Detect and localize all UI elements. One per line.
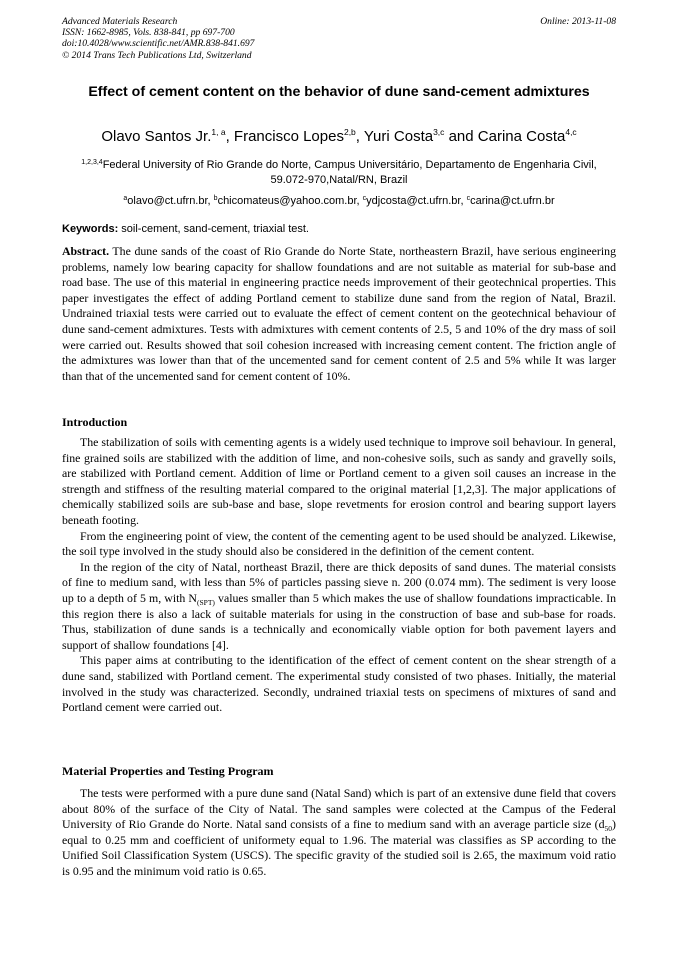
- abstract-text: The dune sands of the coast of Rio Grande do Norte State, northeastern Brazil, have serious engineering problems, namely low bearing capacity for shallow foundations and are not suitable as material for sub-base and road base. The use of this material in engineering practice needs improvement of their geotechnical properties. This paper investigates the effect of adding Portland cement to stabilize dune sand from the region of Natal, Brazil. Undrained triaxial tests were carried out to evaluate the effect of cement content on the geotechnical behaviour of dune sand-cement admixtures. Tests with admixtures with cement contents of 2.5, 5 and 10% of the dry mass of soil were carried out. Results showed that soil cohesion increased with increasing cement content. The friction angle of the admixtures was lower than that of the uncemented sand for cement content of 2.5 and 5% while It was larger than that of the uncemented sand for cement content of 10%.: [62, 244, 616, 383]
- email-link[interactable]: olavo@ct.ufrn.br,: [127, 195, 214, 207]
- introduction-heading: Introduction: [62, 415, 128, 429]
- keywords: [62, 222, 616, 236]
- materials-body: [62, 786, 616, 880]
- introduction-body: [62, 435, 616, 716]
- email-link[interactable]: carina@ct.ufrn.br: [470, 195, 555, 207]
- journal-doi: doi:10.4028/www.scientific.net/AMR.838-841.697: [62, 38, 255, 50]
- paragraph: In the region of the city of Natal, northeast Brazil, there are thick deposits of sand dunes. The material consists of fine to medium sand, with less than 5% of particles passing sieve n. 200 (0.074 mm). The sediment is very loose up to a depth of 5 m, with $N_{(SPT)}$ values smaller than 5 which makes the use of shallow foundations impracticable. In this region there is also a lack of suitable materials for using in the construction of base and sub-base for roads. Thus, stabilization of dune sands is a technically and economically viable option for both pavement layers and support of shallow foundations [4].: [62, 559, 616, 652]
- affiliation-text: Federal University of Rio Grande do Norte, Campus Universitário, Departamento de Engenharia Civil, 59.072-970,Natal/RN, Brazil: [102, 159, 597, 186]
- author-name: Yuri Costa: [363, 128, 434, 145]
- author-list: Olavo Santos Jr.$^{1, a}$, Francisco Lopes$^{2,b}$, Yuri Costa$^{3,c}$ and Carina Costa$^{4,c}$: [101, 127, 577, 145]
- journal-header: [62, 16, 616, 61]
- author-name: Olavo Santos Jr.: [101, 128, 212, 145]
- paragraph: This paper aims at contributing to the identification of the effect of cement content on the shear strength of a dune sand, stabilized with Portland cement. The experimental study consisted of two phases. Initially, the material involved in the study was characterized. Secondly, undrained triaxial tests on specimens of mixtures of sand and Portland cement were carried out.: [62, 653, 616, 715]
- paragraph: The stabilization of soils with cementing agents is a widely used technique to improve soil behaviour. In general, fine grained soils are stabilized with the addition of lime, and non-cohesive soils, such as sandy and gravelly soils, are stabilized with Portland cement. Addition of lime or Portland cement to a given soil causes an increase in the strength and stiffness of the resulting material compared to the original material [1,2,3]. The major applications of chemically stabilized soils are sub-base and base, slope revetments for erosion control and bearing support layers beneath footing.: [62, 435, 616, 527]
- journal-name: Advanced Materials Research: [62, 16, 178, 27]
- author-sup: 2,b: [343, 127, 356, 137]
- author-sup: 3,c: [433, 127, 445, 137]
- abstract: [62, 244, 616, 384]
- paragraph: From the engineering point of view, the content of the cementing agent to be used should be analyzed. Likewise, the soil type involved in the study should also be considered in the definition of the cement content.: [62, 528, 616, 559]
- author-emails: $^a$olavo@ct.ufrn.br, $^b$chicomateus@yahoo.com.br, $^c$ydjcosta@ct.ufrn.br, $^c$carina@ct.ufrn.br: [123, 195, 555, 207]
- journal-copyright: © 2014 Trans Tech Publications Ltd, Switzerland: [62, 49, 252, 61]
- affiliation-sup: 1,2,3,4: [81, 159, 103, 166]
- abstract-label: Abstract.: [62, 244, 110, 258]
- online-date: Online: 2013-11-08: [540, 16, 616, 27]
- author-name: Francisco Lopes: [233, 128, 344, 145]
- affiliation: [62, 158, 616, 188]
- paragraph: The tests were performed with a pure dune sand (Natal Sand) which is part of an extensive dune field that covers about 80% of the surface of the City of Natal. The sand samples were colected at the Campus of the Federal University of Rio Grande do Norte. Natal sand consists of a fine to medium sand with an average particle size $(d_{50})$ equal to 0.25 mm and coefficient of uniformety equal to 1.96. The material was classifies as SP according to the Unified Soil Classification System (USCS). The specific gravity of the studied soil is 2.65, the maximum void ratio is 0.95 and the minimum void ratio is 0.65.: [62, 786, 616, 878]
- keywords-label: Keywords:: [62, 223, 119, 235]
- email-link[interactable]: ydjcosta@ct.ufrn.br,: [366, 195, 467, 207]
- author-sup: 4,c: [565, 127, 577, 137]
- journal-issn: ISSN: 1662-8985, Vols. 838-841, pp 697-700: [62, 27, 235, 39]
- email-link[interactable]: chicomateus@yahoo.com.br,: [217, 195, 363, 207]
- author-name: Carina Costa: [477, 128, 566, 145]
- paper-title: Effect of cement content on the behavior of dune sand-cement admixtures: [88, 84, 590, 100]
- keywords-text: soil-cement, sand-cement, triaxial test.: [118, 223, 309, 235]
- materials-heading: Material Properties and Testing Program: [62, 764, 274, 778]
- author-sup: 1, a: [211, 127, 226, 137]
